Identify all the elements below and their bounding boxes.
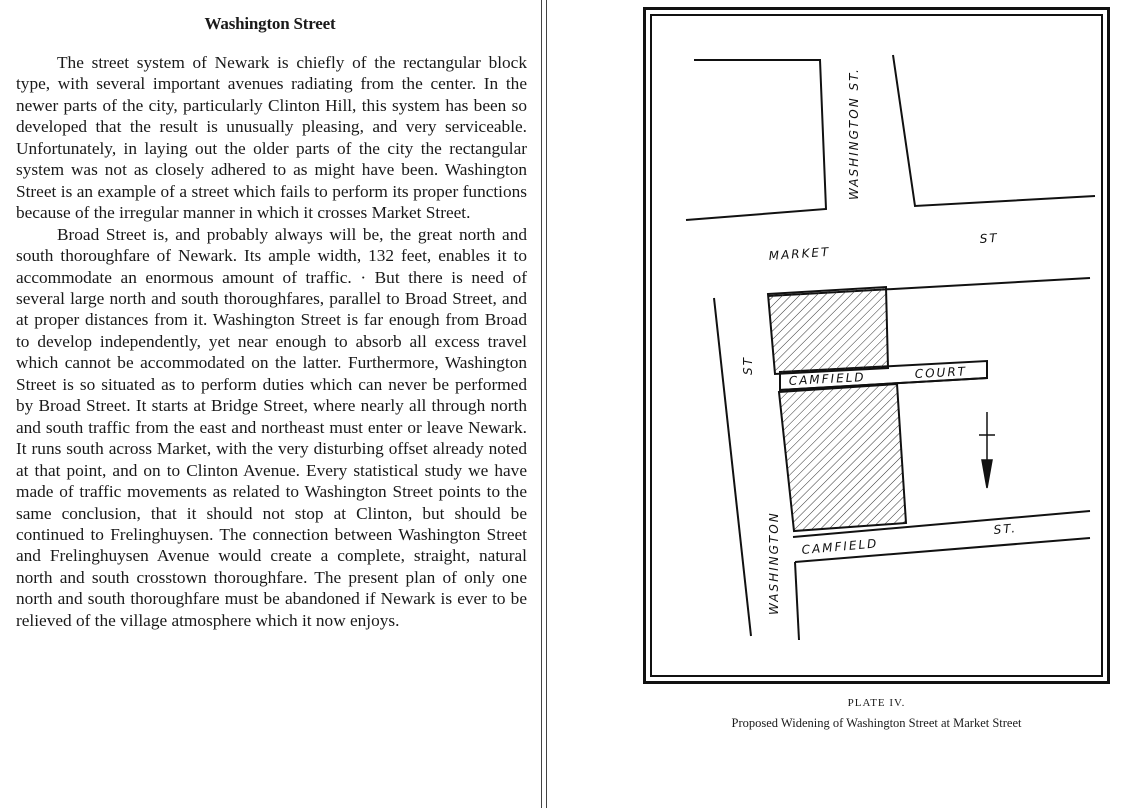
label-market-st: ST [979,230,1000,246]
page-heading: Washington Street [204,14,336,33]
north-arrow [979,412,995,488]
label-camfield-court-2: COURT [914,364,968,381]
washington-south-east-edge [795,562,799,640]
block-northwest-outline [686,60,826,220]
label-st-west: ST [741,356,755,375]
paragraph-1: The street system of Newark is chiefly of the rectangular block type, with several important avenues radiating from the center. In the newer parts of the city, particularly Clinton Hill, this system has been so developed that the result is unusually pleasing, and very serviceable. Unfortunately, in laying out the older parts of the city the rectangular system was not as closely adhered to as might have been. Washington Street is an example of a street which fails to perform its proper functions because of the irregular manner in which it crosses Market Street. [16,53,527,223]
hatched-block-north [768,287,888,374]
paragraph-2: Broad Street is, and probably always will be, the great north and south thoroughfare of Newark. Its ample width, 132 feet, enables it to accommodate an enormous amount of traffic. · But there is need of several large north and south thoroughfares, parallel to Broad Street, and at proper distances from it. Washington Street is far enough from Broad to develop independently, yet near enough to absorb all excess travel which cannot be accommodated on the latter. Furthermore, Washington Street is so situated as to perform duties which can never be performed by Broad Street. It starts at Bridge Street, where nearly all through north and south traffic from the east and northeast must enter or leave Newark. It runs south across Market, with the very disturbing offset already noted at that point, and on to Clinton Avenue. Every statistical study we have made of traffic movements as related to Washington Street points to the same conclusion, that it should not stop at Clinton, but should be continued to Frelinghuysen. The connection between Washington Street and Frelinghuysen Avenue would create a complete, straight, natural north and south crosstown thoroughfare. The present plan of only one north and south thoroughfare must be abandoned if Newark is ever to be relieved of the village atmosphere which it now enjoys. [16,224,527,630]
plate-caption: Proposed Widening of Washington Street at Market Street [731,716,1022,730]
label-market: MARKET [768,244,831,263]
label-camfield-st-1: CAMFIELD [801,536,879,557]
block-southwest-outline [714,298,751,636]
hatched-block-south [779,384,906,531]
label-camfield-court-1: CAMFIELD [788,369,866,388]
block-northeast-outline [893,55,1095,206]
label-washington-south: WASHINGTON [767,511,781,615]
label-camfield-st-2: ST. [993,521,1018,537]
label-washington-north: WASHINGTON ST. [847,67,861,200]
plate-number: PLATE IV. [847,697,906,709]
